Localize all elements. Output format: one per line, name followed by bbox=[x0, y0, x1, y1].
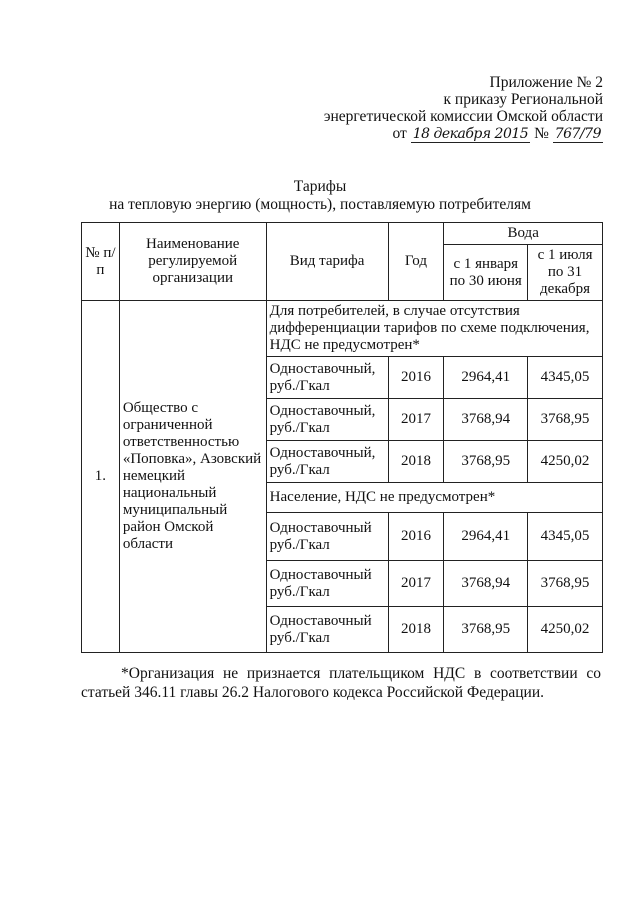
tariff-period2: 3768,95 bbox=[528, 399, 603, 441]
group-label: Население, НДС не предусмотрен* bbox=[266, 483, 602, 513]
header-period1: с 1 января по 30 июня bbox=[444, 245, 528, 301]
header-num: № п/п bbox=[82, 223, 120, 301]
group-label: Для потребителей, в случае отсутствия дифференциации тарифов по схеме подключения, НДС не предусмотрен* bbox=[266, 301, 602, 357]
tariff-year: 2016 bbox=[388, 357, 444, 399]
header-type: Вид тарифа bbox=[266, 223, 388, 301]
tariff-period1: 2964,41 bbox=[444, 357, 528, 399]
tariff-period2: 4345,05 bbox=[528, 513, 603, 561]
tariff-period1: 2964,41 bbox=[444, 513, 528, 561]
handwritten-number: 767/79 bbox=[554, 126, 601, 142]
handwritten-date: 18 декабря 2015 bbox=[412, 126, 529, 142]
tariff-type: Одноставочный руб./Гкал bbox=[266, 607, 388, 653]
tariff-year: 2016 bbox=[388, 513, 444, 561]
tariff-period1: 3768,95 bbox=[444, 441, 528, 483]
tariff-table bbox=[81, 222, 603, 653]
title-main: Тарифы bbox=[293, 178, 347, 195]
tariff-year: 2017 bbox=[388, 561, 444, 607]
tariff-period2: 3768,95 bbox=[528, 561, 603, 607]
footnote: *Организация не признается плательщиком НДС в соответствии со статьей 346.11 главы 26.2 Налогового кодекса Российской Федерации. bbox=[81, 665, 601, 701]
tariff-period1: 3768,94 bbox=[444, 561, 528, 607]
tariff-type: Одноставочный, руб./Гкал bbox=[266, 441, 388, 483]
organization-name: Общество с ограниченной ответственностью «Поповка», Азовский немецкий национальный муниципальный район Омской области bbox=[119, 301, 266, 653]
tariff-year: 2018 bbox=[388, 441, 444, 483]
tariff-period1: 3768,94 bbox=[444, 399, 528, 441]
tariff-type: Одноставочный руб./Гкал bbox=[266, 561, 388, 607]
tariff-year: 2017 bbox=[388, 399, 444, 441]
tariff-type: Одноставочный руб./Гкал bbox=[266, 513, 388, 561]
number-label: № bbox=[534, 125, 549, 142]
header-water: Вода bbox=[444, 223, 603, 245]
header-period2: с 1 июля по 31 декабря bbox=[528, 245, 603, 301]
tariff-type: Одноставочный, руб./Гкал bbox=[266, 357, 388, 399]
appendix-label: Приложение № 2 bbox=[489, 74, 603, 91]
tariff-period2: 4345,05 bbox=[528, 357, 603, 399]
header-year: Год bbox=[388, 223, 444, 301]
tariff-period1: 3768,95 bbox=[444, 607, 528, 653]
tariff-period2: 4250,02 bbox=[528, 607, 603, 653]
tariff-year: 2018 bbox=[388, 607, 444, 653]
header-org: Наименование регулируемой организации bbox=[119, 223, 266, 301]
from-label: от bbox=[392, 125, 407, 142]
order-date-number bbox=[324, 125, 603, 143]
row-index: 1. bbox=[82, 301, 120, 653]
order-reference: к приказу Региональной bbox=[443, 91, 603, 108]
document-title bbox=[0, 178, 640, 214]
commission-name: энергетической комиссии Омской области bbox=[323, 108, 603, 125]
document-header bbox=[324, 74, 603, 143]
tariff-period2: 4250,02 bbox=[528, 441, 603, 483]
tariff-type: Одноставочный, руб./Гкал bbox=[266, 399, 388, 441]
title-subtitle: на тепловую энергию (мощность), поставляемую потребителям bbox=[109, 196, 531, 213]
